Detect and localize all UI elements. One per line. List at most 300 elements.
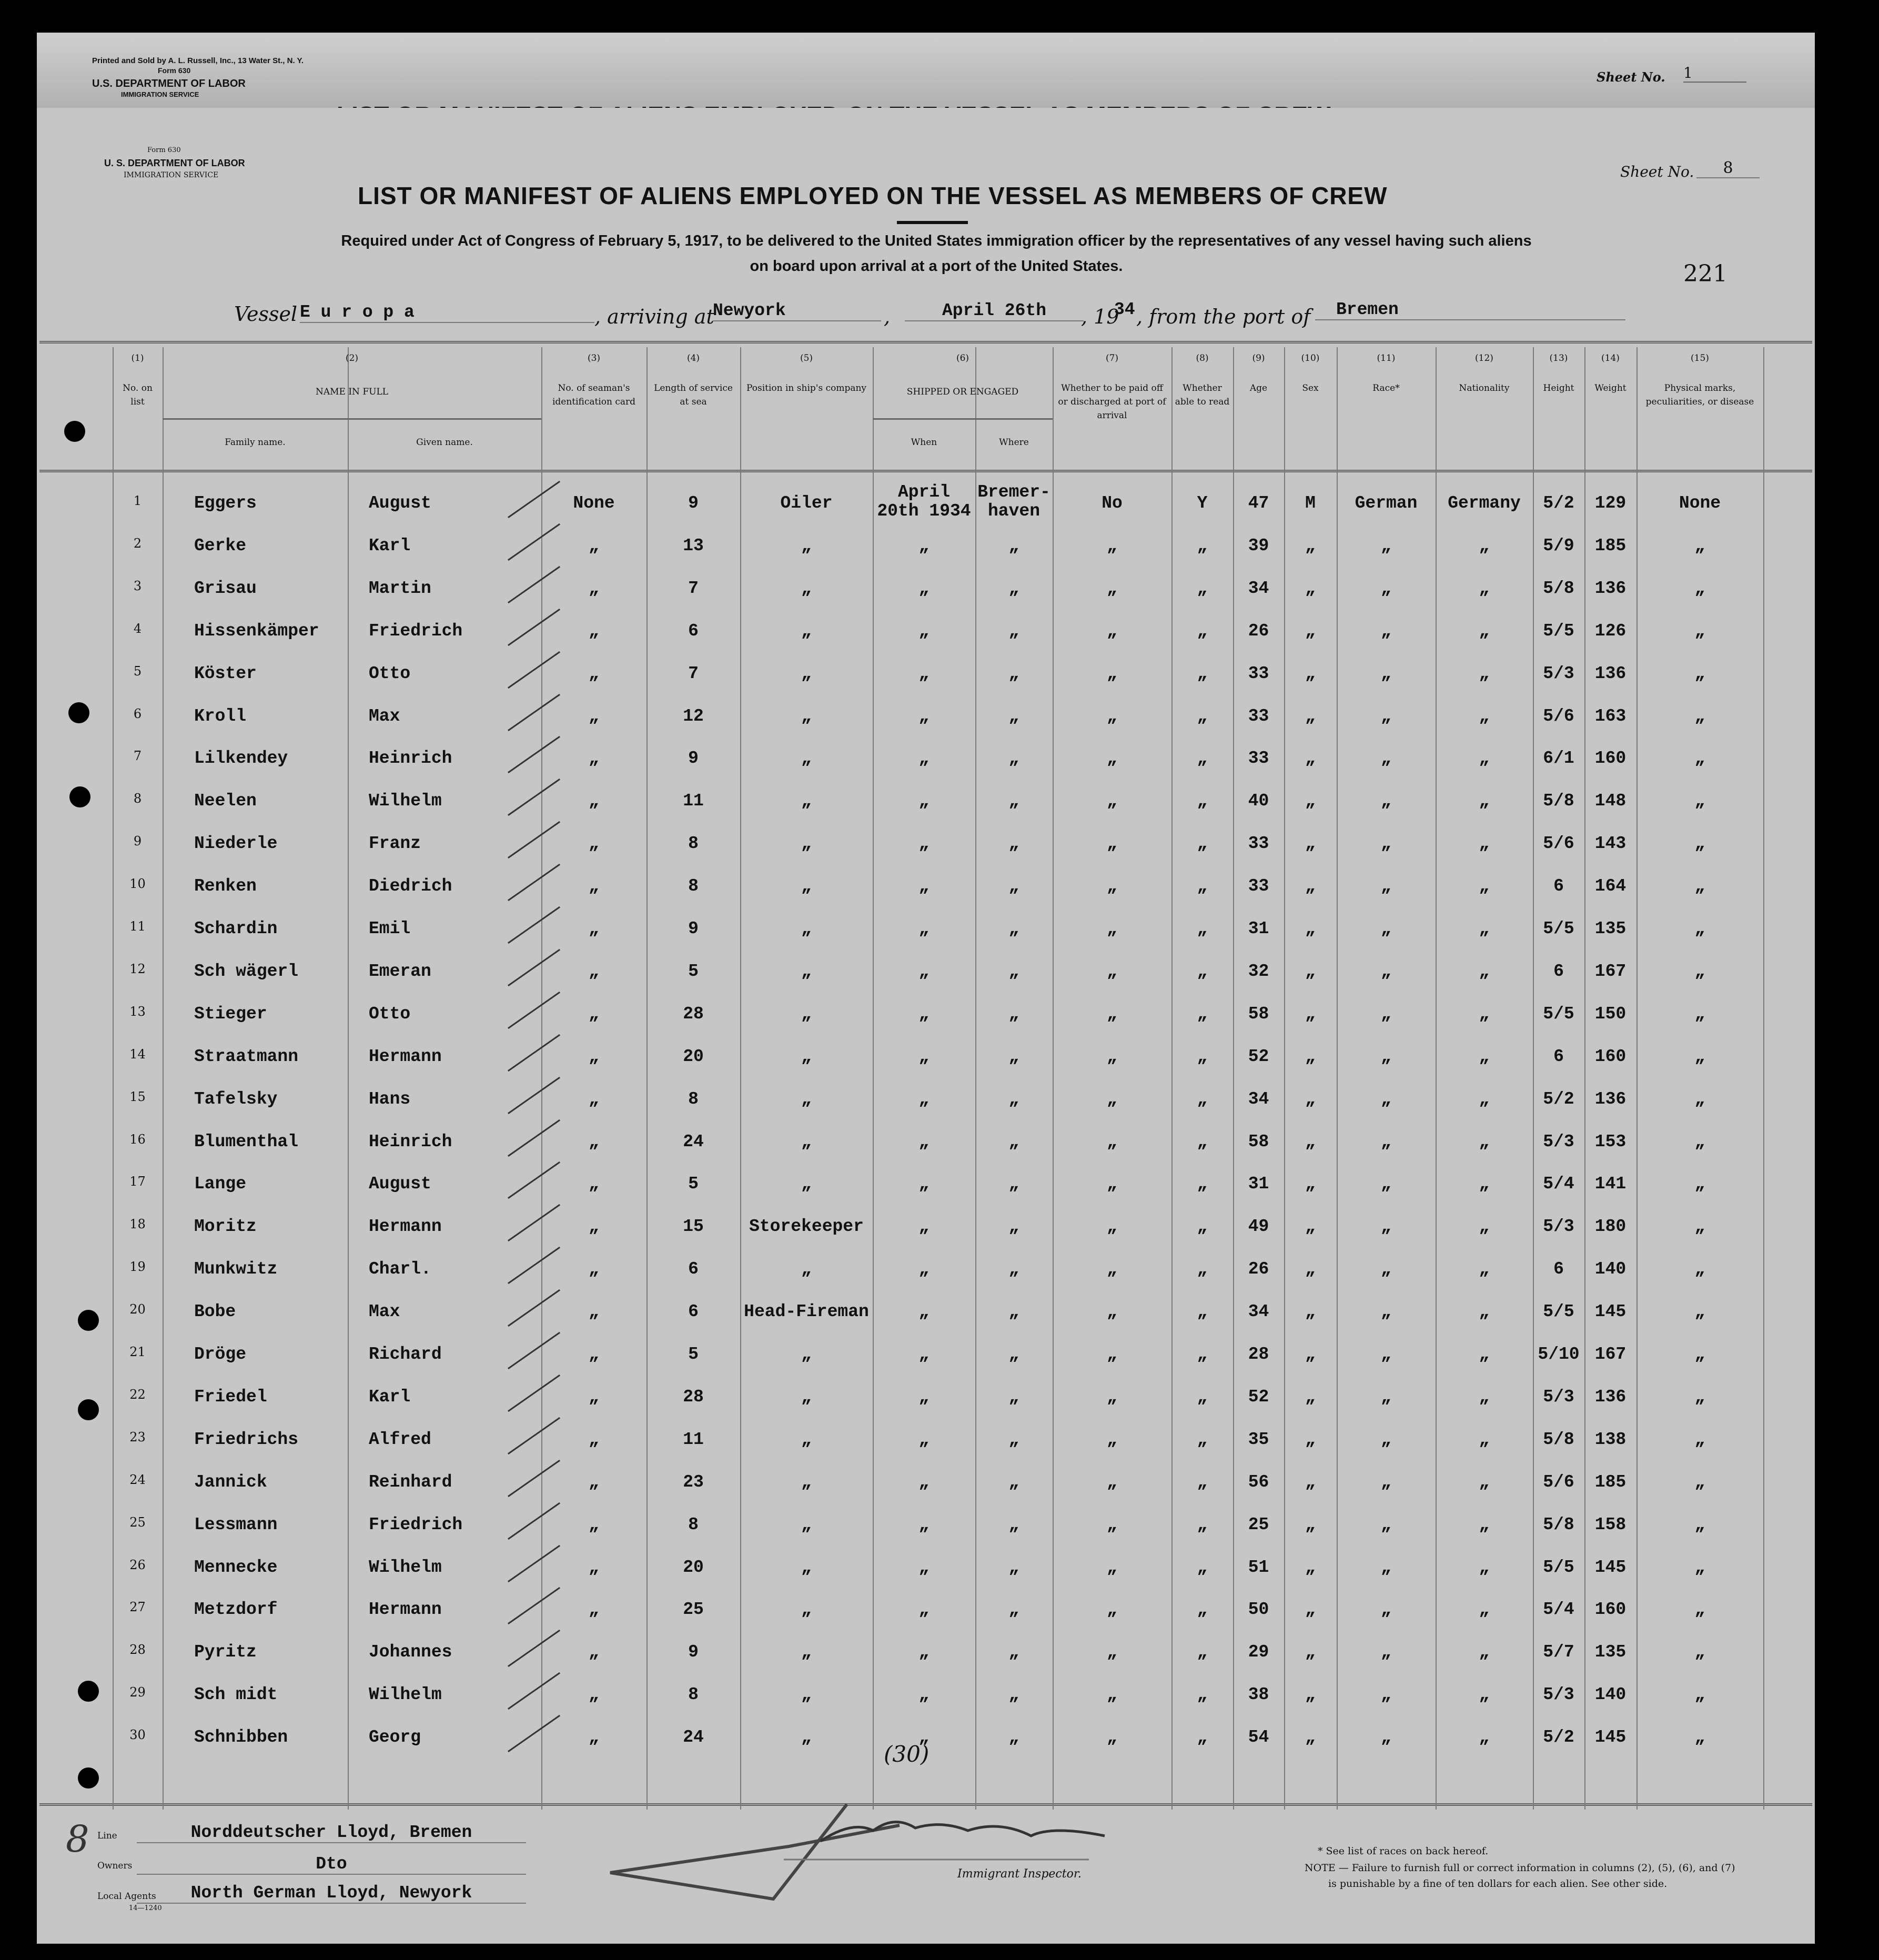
age: 38 [1248, 1685, 1269, 1705]
column-header: Weight [1594, 383, 1627, 393]
shipped-where: „ [1008, 1174, 1019, 1194]
shipped-when: „ [918, 1046, 930, 1066]
list-number: 23 [129, 1429, 146, 1444]
vessel-label: Vessel [234, 302, 298, 326]
nationality: „ [1479, 1046, 1490, 1066]
race: „ [1381, 1089, 1391, 1109]
race: „ [1381, 1600, 1391, 1620]
able-to-read: „ [1197, 1217, 1208, 1237]
owners-label: Owners [97, 1861, 133, 1871]
physical-marks: „ [1694, 578, 1705, 598]
nationality: „ [1479, 1429, 1490, 1449]
list-number: 3 [133, 578, 142, 593]
column-number: (6) [956, 353, 969, 363]
physical-marks: „ [1694, 1429, 1705, 1449]
race: „ [1381, 1259, 1391, 1279]
service-length: 5 [688, 1174, 699, 1194]
physical-marks: „ [1694, 663, 1705, 683]
fine-note-1: NOTE — Failure to furnish full or correct information in columns (2), (5), (6), and (7) [1305, 1862, 1735, 1874]
form-number: Form 630 [147, 146, 181, 154]
height: 5/5 [1543, 1004, 1574, 1024]
service-length: 28 [683, 1387, 704, 1407]
family-name: Blumenthal [194, 1131, 299, 1151]
height: 5/8 [1543, 1514, 1574, 1534]
column-number: (9) [1252, 353, 1265, 363]
weight: 160 [1594, 749, 1627, 769]
column-header: Nationality [1459, 383, 1510, 393]
age: 26 [1248, 1259, 1269, 1279]
age: 51 [1248, 1557, 1269, 1577]
race: „ [1381, 1514, 1391, 1534]
id-card: „ [589, 1514, 599, 1534]
race: „ [1381, 961, 1391, 981]
weight: 167 [1594, 1345, 1627, 1364]
id-card: „ [589, 1046, 599, 1066]
shipped-when: „ [918, 1089, 930, 1109]
column-header: Physical marks, peculiarities, or disease [1645, 383, 1754, 407]
given-name: Otto [369, 663, 411, 683]
position: „ [801, 791, 812, 811]
weight: 185 [1594, 1472, 1627, 1492]
nationality: „ [1479, 919, 1490, 938]
able-to-read: „ [1197, 961, 1208, 981]
column-header: Race* [1372, 383, 1400, 393]
paid-off: „ [1107, 1174, 1117, 1194]
list-number: 26 [129, 1557, 146, 1572]
sex: „ [1305, 1217, 1316, 1237]
date-field: April 26th [905, 301, 1084, 321]
id-card: „ [589, 1685, 599, 1705]
nationality: „ [1479, 749, 1490, 769]
service-length: 8 [688, 876, 699, 896]
position: „ [801, 1046, 812, 1066]
column-divider [1053, 347, 1054, 1810]
shipped-when: „ [918, 706, 930, 726]
column-divider [113, 347, 114, 1810]
paid-off: „ [1107, 1387, 1117, 1407]
list-number: 21 [129, 1345, 146, 1359]
position: Head-Fireman [744, 1302, 869, 1322]
family-name: Kroll [194, 706, 247, 726]
physical-marks: „ [1694, 919, 1705, 938]
position: „ [801, 1004, 812, 1024]
age: 26 [1248, 621, 1269, 641]
weight: 160 [1594, 1046, 1627, 1066]
weight: 135 [1594, 919, 1627, 938]
list-number: 18 [129, 1217, 146, 1232]
physical-marks: „ [1694, 876, 1705, 896]
family-name: Munkwitz [194, 1259, 278, 1279]
service-length: 28 [683, 1004, 704, 1024]
age: 34 [1248, 1302, 1269, 1322]
column-subheader: When [911, 437, 937, 448]
column-divider [163, 347, 164, 1810]
nationality: „ [1479, 536, 1490, 555]
nationality: „ [1479, 621, 1490, 641]
height: 5/3 [1543, 1387, 1574, 1407]
sex: „ [1305, 1600, 1316, 1620]
sex: „ [1305, 1089, 1316, 1109]
service-length: 24 [683, 1131, 704, 1151]
position: „ [801, 578, 812, 598]
physical-marks: „ [1694, 1472, 1705, 1492]
service-length: 9 [688, 749, 699, 769]
nationality: „ [1479, 1685, 1490, 1705]
service-length: 9 [688, 493, 699, 513]
family-name: Dröge [194, 1345, 247, 1364]
shipped-when: „ [918, 621, 930, 641]
shipped-where: „ [1008, 1089, 1019, 1109]
sex: „ [1305, 1472, 1316, 1492]
given-name: Johannes [369, 1642, 452, 1662]
list-number: 20 [129, 1302, 146, 1317]
sex: „ [1305, 1387, 1316, 1407]
weight: 138 [1594, 1429, 1627, 1449]
age: 28 [1248, 1345, 1269, 1364]
shipped-where: „ [1008, 663, 1019, 683]
service-length: 13 [683, 536, 704, 555]
sex: „ [1305, 536, 1316, 555]
family-name: Jannick [194, 1472, 267, 1492]
able-to-read: „ [1197, 1387, 1208, 1407]
line-field: Norddeutscher Lloyd, Bremen [137, 1823, 526, 1843]
height: 5/8 [1543, 791, 1574, 811]
position: „ [801, 1429, 812, 1449]
age: 34 [1248, 578, 1269, 598]
height: 6 [1553, 876, 1564, 896]
nationality: Germany [1448, 493, 1521, 513]
service-length: 8 [688, 834, 699, 854]
list-number: 5 [133, 663, 142, 679]
age: 33 [1248, 749, 1269, 769]
shipped-where: „ [1008, 578, 1019, 598]
family-name: Moritz [194, 1217, 257, 1237]
race: „ [1381, 1642, 1391, 1662]
position: „ [801, 749, 812, 769]
race: „ [1381, 1685, 1391, 1705]
height: 5/2 [1543, 493, 1574, 513]
shipped-where: „ [1008, 706, 1019, 726]
weight: 136 [1594, 1089, 1627, 1109]
id-card: „ [589, 1429, 599, 1449]
position: „ [801, 663, 812, 683]
sex: „ [1305, 1514, 1316, 1534]
sex: „ [1305, 578, 1316, 598]
sex: „ [1305, 1004, 1316, 1024]
column-divider [1636, 347, 1638, 1810]
shipped-when: „ [918, 1302, 930, 1322]
subtitle-line-1: Required under Act of Congress of February 5, 1917, to be delivered to the United States immigration officer by the representatives of any vessel having such aliens [341, 233, 1532, 249]
position: „ [801, 1174, 812, 1194]
list-number: 22 [129, 1387, 146, 1402]
family-name: Friedel [194, 1387, 267, 1407]
list-number: 13 [129, 1004, 146, 1019]
position: „ [801, 1089, 812, 1109]
punch-hole [78, 1767, 99, 1789]
family-name: Eggers [194, 493, 257, 513]
family-name: Lange [194, 1174, 247, 1194]
paid-off: „ [1107, 1089, 1117, 1109]
page-title: LIST OR MANIFEST OF ALIENS EMPLOYED ON THE VESSEL AS MEMBERS OF CREW [358, 182, 1388, 209]
service-length: 6 [688, 1259, 699, 1279]
family-name: Sch midt [194, 1685, 278, 1705]
physical-marks: „ [1694, 834, 1705, 854]
physical-marks: „ [1694, 1046, 1705, 1066]
family-name: Schardin [194, 919, 278, 938]
column-header: Height [1543, 383, 1574, 393]
race: „ [1381, 1727, 1391, 1747]
able-to-read: „ [1197, 536, 1208, 555]
total-count: (30) [884, 1741, 930, 1767]
family-name: Gerke [194, 536, 247, 555]
family-name: Neelen [194, 791, 257, 811]
paid-off: „ [1107, 1557, 1117, 1577]
age: 31 [1248, 1174, 1269, 1194]
family-name: Metzdorf [194, 1600, 278, 1620]
shipped-where: „ [1008, 919, 1019, 938]
age: 50 [1248, 1600, 1269, 1620]
column-header: Whether to be paid off or discharged at port of arrival [1058, 383, 1166, 421]
id-card: „ [589, 578, 599, 598]
able-to-read: Y [1197, 493, 1208, 513]
race: „ [1381, 621, 1391, 641]
weight: 141 [1594, 1174, 1627, 1194]
column-header: Sex [1302, 383, 1319, 393]
weight: 129 [1594, 493, 1627, 513]
nationality: „ [1479, 1131, 1490, 1151]
height: 5/4 [1543, 1174, 1574, 1194]
column-number: (14) [1601, 353, 1620, 363]
paid-off: „ [1107, 1259, 1117, 1279]
shipped-where: „ [1008, 1387, 1019, 1407]
paid-off: „ [1107, 536, 1117, 555]
able-to-read: „ [1197, 749, 1208, 769]
race: „ [1381, 876, 1391, 896]
race: „ [1381, 1557, 1391, 1577]
id-card: None [573, 493, 615, 513]
race-note: * See list of races on back hereof. [1318, 1845, 1489, 1857]
column-divider [1533, 347, 1534, 1810]
weight: 140 [1594, 1259, 1627, 1279]
id-card: „ [589, 791, 599, 811]
service-length: 8 [688, 1514, 699, 1534]
shipped-when: „ [918, 1600, 930, 1620]
column-number: (12) [1475, 353, 1493, 363]
nationality: „ [1479, 1174, 1490, 1194]
shipped-where: „ [1008, 1131, 1019, 1151]
nationality: „ [1479, 1600, 1490, 1620]
height: 5/8 [1543, 578, 1574, 598]
family-name: Pyritz [194, 1642, 257, 1662]
physical-marks: „ [1694, 1387, 1705, 1407]
paid-off: „ [1107, 834, 1117, 854]
fine-note-2: is punishable by a fine of ten dollars for each alien. See other side. [1328, 1878, 1668, 1890]
position: „ [801, 876, 812, 896]
margin-mark: 8 [66, 1817, 89, 1861]
race: „ [1381, 1302, 1391, 1322]
physical-marks: „ [1694, 536, 1705, 555]
column-number: (5) [800, 353, 813, 363]
service-length: 12 [683, 706, 704, 726]
given-name: Reinhard [369, 1472, 452, 1492]
list-number: 25 [129, 1514, 146, 1530]
owners-field: Dto [137, 1854, 526, 1875]
column-number: (2) [345, 353, 359, 363]
from-port-field: Bremen [1315, 300, 1625, 320]
shipped-where: „ [1008, 1685, 1019, 1705]
given-name: Max [369, 706, 400, 726]
shipped-when: „ [918, 1514, 930, 1534]
paid-off: „ [1107, 1345, 1117, 1364]
punch-hole [68, 702, 89, 723]
physical-marks: „ [1694, 1600, 1705, 1620]
column-divider [541, 347, 542, 1810]
shipped-when: „ [918, 1387, 930, 1407]
weight: 148 [1594, 791, 1627, 811]
race: „ [1381, 749, 1391, 769]
nationality: „ [1479, 1642, 1490, 1662]
family-name: Tafelsky [194, 1089, 278, 1109]
paid-off: No [1102, 493, 1123, 513]
height: 5/5 [1543, 919, 1574, 938]
height: 5/6 [1543, 1472, 1574, 1492]
shipped-when: „ [918, 1557, 930, 1577]
page-number: 221 [1683, 260, 1728, 287]
race: „ [1381, 663, 1391, 683]
shipped-when: „ [918, 1685, 930, 1705]
age: 39 [1248, 536, 1269, 555]
age: 54 [1248, 1727, 1269, 1747]
shipped-where: „ [1008, 1600, 1019, 1620]
given-name: Diedrich [369, 876, 452, 896]
list-number: 17 [129, 1174, 146, 1189]
height: 5/2 [1543, 1089, 1574, 1109]
column-number: (11) [1377, 353, 1396, 363]
shipped-when: „ [918, 834, 930, 854]
punch-hole [78, 1310, 99, 1331]
age: 29 [1248, 1642, 1269, 1662]
nationality: „ [1479, 1089, 1490, 1109]
family-name: Lessmann [194, 1514, 278, 1534]
able-to-read: „ [1197, 1131, 1208, 1151]
family-name: Straatmann [194, 1046, 299, 1066]
physical-marks: „ [1694, 1302, 1705, 1322]
able-to-read: „ [1197, 1302, 1208, 1322]
given-name: Martin [369, 578, 431, 598]
given-name: Wilhelm [369, 1557, 442, 1577]
id-card: „ [589, 1557, 599, 1577]
given-name: Georg [369, 1727, 421, 1747]
nationality: „ [1479, 791, 1490, 811]
position: „ [801, 961, 812, 981]
able-to-read: „ [1197, 578, 1208, 598]
height: 6 [1553, 961, 1564, 981]
able-to-read: „ [1197, 1345, 1208, 1364]
physical-marks: None [1679, 493, 1721, 513]
physical-marks: „ [1694, 1685, 1705, 1705]
service-length: 6 [688, 1302, 699, 1322]
position: „ [801, 1727, 812, 1747]
from-port-label: , from the port of [1136, 305, 1311, 328]
line-label: Line [97, 1831, 117, 1841]
age: 33 [1248, 706, 1269, 726]
nationality: „ [1479, 1302, 1490, 1322]
column-number: (15) [1691, 353, 1709, 363]
back-sheet-number: 1 [1683, 64, 1746, 83]
inspector-signature [600, 1799, 1115, 1904]
list-number: 12 [129, 961, 146, 976]
given-name: August [369, 1174, 431, 1194]
shipped-when: „ [918, 791, 930, 811]
service-length: 7 [688, 663, 699, 683]
able-to-read: „ [1197, 1472, 1208, 1492]
shipped-when: „ [918, 578, 930, 598]
column-header: No. on list [123, 383, 153, 407]
weight: 180 [1594, 1217, 1627, 1237]
id-card: „ [589, 1642, 599, 1662]
paid-off: „ [1107, 1046, 1117, 1066]
given-name: Otto [369, 1004, 411, 1024]
paid-off: „ [1107, 749, 1117, 769]
given-name: Emil [369, 919, 411, 938]
position: „ [801, 1557, 812, 1577]
given-name: Hermann [369, 1217, 442, 1237]
physical-marks: „ [1694, 1514, 1705, 1534]
nationality: „ [1479, 1004, 1490, 1024]
weight: 145 [1594, 1557, 1627, 1577]
race: „ [1381, 1174, 1391, 1194]
sheet-number: 8 [1696, 159, 1760, 178]
inspector-label: Immigrant Inspector. [957, 1867, 1082, 1881]
column-divider [1171, 347, 1173, 1810]
list-number: 7 [133, 749, 142, 764]
family-name: Stieger [194, 1004, 267, 1024]
service-length: 20 [683, 1557, 704, 1577]
back-form-number: Form 630 [158, 66, 191, 75]
age: 52 [1248, 1387, 1269, 1407]
list-number: 8 [133, 791, 142, 806]
id-card: „ [589, 919, 599, 938]
able-to-read: „ [1197, 919, 1208, 938]
given-name: Richard [369, 1345, 442, 1364]
subtitle-line-2: on board upon arrival at a port of the United States. [750, 258, 1123, 275]
weight: 140 [1594, 1685, 1627, 1705]
age: 25 [1248, 1514, 1269, 1534]
age: 58 [1248, 1004, 1269, 1024]
age: 32 [1248, 961, 1269, 981]
physical-marks: „ [1694, 1004, 1705, 1024]
family-name: Köster [194, 663, 257, 683]
position: „ [801, 1387, 812, 1407]
shipped-when: „ [918, 749, 930, 769]
position: „ [801, 1514, 812, 1534]
id-card: „ [589, 961, 599, 981]
service-length: 9 [688, 919, 699, 938]
race: German [1355, 493, 1418, 513]
id-card: „ [589, 663, 599, 683]
id-card: „ [589, 706, 599, 726]
column-subheader: Given name. [416, 437, 473, 448]
position: „ [801, 1642, 812, 1662]
shipped-where: „ [1008, 1345, 1019, 1364]
paid-off: „ [1107, 1302, 1117, 1322]
shipped-where: „ [1008, 1557, 1019, 1577]
height: 5/6 [1543, 706, 1574, 726]
weight: 163 [1594, 706, 1627, 726]
nationality: „ [1479, 876, 1490, 896]
column-number: (13) [1549, 353, 1568, 363]
id-card: „ [589, 1217, 599, 1237]
